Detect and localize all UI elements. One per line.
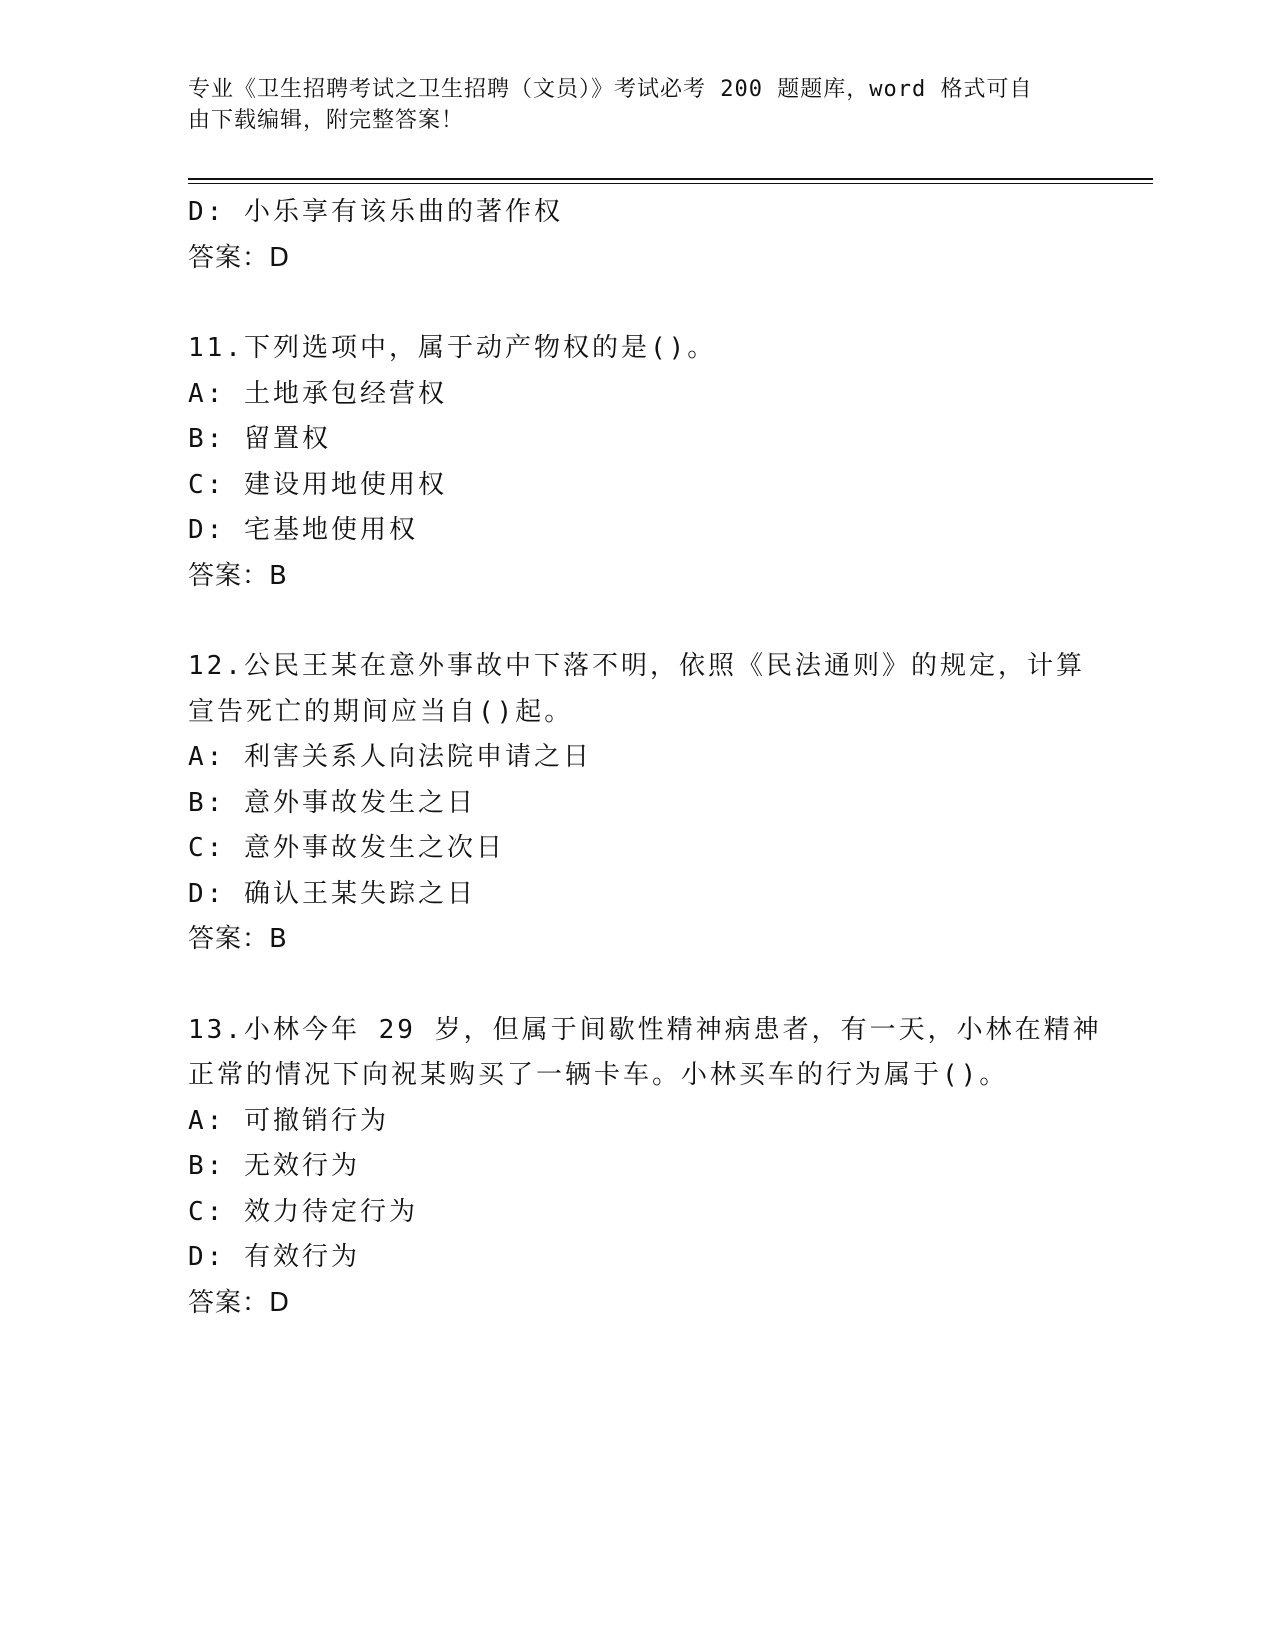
spacer [188, 963, 1108, 1008]
answer-line: 答案：B [188, 560, 288, 591]
question-list [188, 190, 1108, 1326]
spacer [188, 599, 1108, 644]
answer-line: 答案：D [188, 242, 291, 273]
question-stem: 13.小林今年 29 岁，但属于间歇性精神病患者，有一天，小林在精神 [188, 1014, 1102, 1045]
page-header [188, 74, 1068, 136]
previous-question-tail [188, 190, 1108, 281]
option-b: B: 无效行为 [188, 1151, 360, 1181]
question-stem: 11.下列选项中，属于动产物权的是()。 [188, 333, 717, 363]
header-divider [188, 178, 1153, 184]
option-d: D: 小乐享有该乐曲的著作权 [188, 197, 563, 227]
option-b: B: 留置权 [188, 424, 331, 454]
answer-line: 答案：B [188, 924, 288, 954]
option-d: D: 宅基地使用权 [188, 515, 418, 545]
question-stem: 12.公民王某在意外事故中下落不明，依照《民法通则》的规定，计算 [188, 651, 1085, 681]
header-line-2: 由下载编辑，附完整答案！ [188, 108, 465, 133]
option-c: C: 效力待定行为 [188, 1196, 418, 1227]
option-d: D: 有效行为 [188, 1242, 360, 1272]
option-c: C: 建设用地使用权 [188, 469, 447, 500]
option-d: D: 确认王某失踪之日 [188, 878, 476, 909]
spacer [188, 281, 1108, 326]
question-13 [188, 1008, 1108, 1327]
question-11 [188, 326, 1108, 599]
option-a: A: 可撤销行为 [188, 1105, 389, 1136]
question-12 [188, 644, 1108, 963]
answer-line: 答案：D [188, 1287, 291, 1318]
option-b: B: 意外事故发生之日 [188, 787, 476, 818]
header-line-1: 专业《卫生招聘考试之卫生招聘（文员）》考试必考 200 题题库，word 格式可自 [188, 77, 1033, 102]
question-stem-continued: 宣告死亡的期间应当自()起。 [188, 696, 574, 727]
option-a: A: 土地承包经营权 [188, 378, 447, 409]
option-c: C: 意外事故发生之次日 [188, 833, 505, 863]
option-a: A: 利害关系人向法院申请之日 [188, 742, 592, 772]
question-stem-continued: 正常的情况下向祝某购买了一辆卡车。小林买车的行为属于()。 [188, 1060, 1009, 1090]
